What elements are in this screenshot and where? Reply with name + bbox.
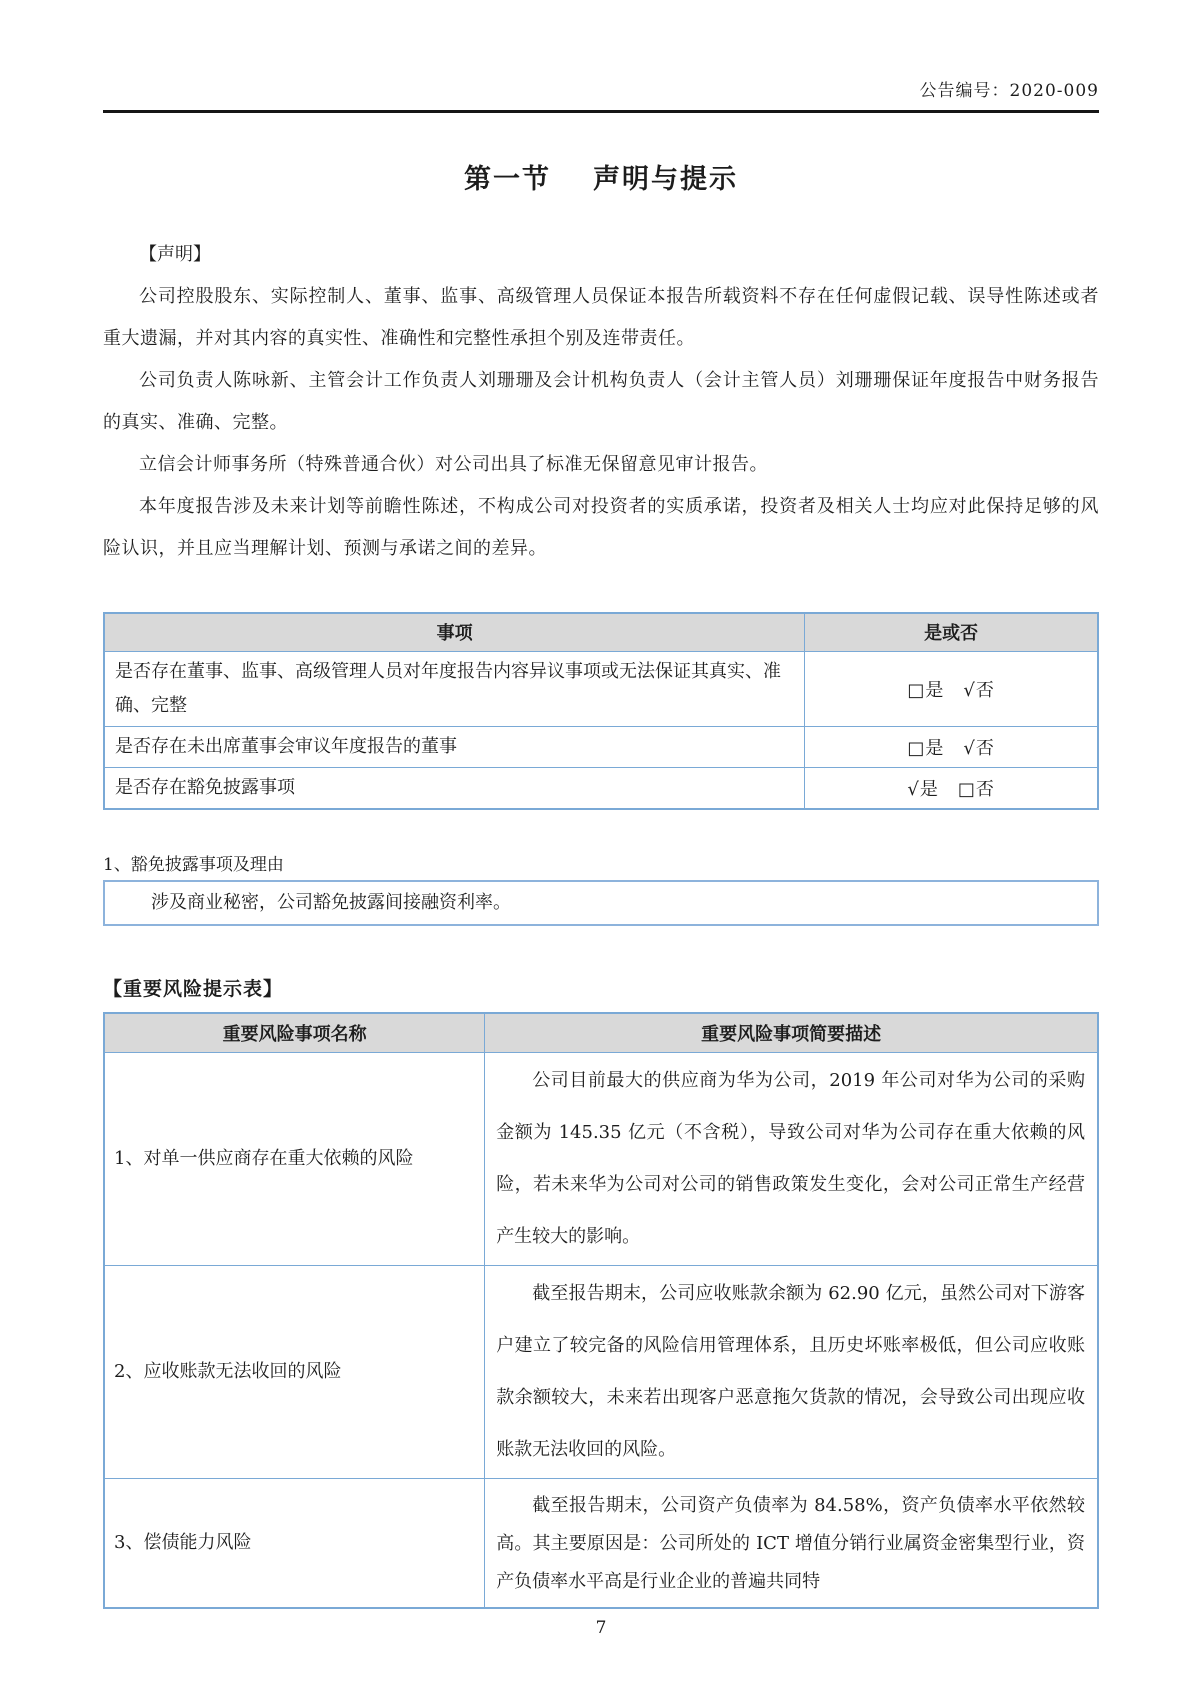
page-title <box>103 157 1099 196</box>
table-row <box>104 1479 1098 1609</box>
doc-number: 公告编号：2020-009 <box>919 81 1099 101</box>
risk-name-cell: 2、应收账款无法收回的风险 <box>104 1266 485 1479</box>
statement-paragraph: 公司负责人陈咏新、主管会计工作负责人刘珊珊及会计机构负责人（会计主管人员）刘珊珊保证年度报告中财务报告的真实、准确、完整。 <box>103 370 1099 433</box>
page-title-section: 第一节 <box>464 164 551 195</box>
risk-table-heading: 【重要风险提示表】 <box>103 977 284 1000</box>
column-header-yes-no: 是或否 <box>805 613 1098 651</box>
risk-name-cell: 3、偿债能力风险 <box>104 1479 485 1609</box>
answer-cell: □是 √否 <box>805 651 1098 726</box>
statement-paragraph: 本年度报告涉及未来计划等前瞻性陈述，不构成公司对投资者的实质承诺，投资者及相关人士均应对此保持足够的风险认识，并且应当理解计划、预测与承诺之间的差异。 <box>103 496 1099 559</box>
item-cell: 是否存在董事、监事、高级管理人员对年度报告内容异议事项或无法保证其真实、准确、完整 <box>104 651 805 726</box>
risk-description-cell: 截至报告期末，公司资产负债率为 84.58%，资产负债率水平依然较高。其主要原因是：公司所处的 ICT 增值分销行业属资金密集型行业，资产负债率水平高是行业企业的普遍共同特 <box>485 1479 1098 1609</box>
risk-table <box>103 1012 1099 1610</box>
yes-no-table <box>103 612 1099 810</box>
answer-cell: √是 □否 <box>805 767 1098 809</box>
page-title-text: 声明与提示 <box>593 164 738 195</box>
table-row <box>104 1266 1098 1479</box>
item-cell: 是否存在豁免披露事项 <box>104 767 805 809</box>
statement-paragraph: 立信会计师事务所（特殊普通合伙）对公司出具了标准无保留意见审计报告。 <box>139 454 768 475</box>
statement-paragraph: 公司控股股东、实际控制人、董事、监事、高级管理人员保证本报告所载资料不存在任何虚假记载、误导性陈述或者重大遗漏，并对其内容的真实性、准确性和完整性承担个别及连带责任。 <box>103 286 1099 349</box>
column-header-risk-description: 重要风险事项简要描述 <box>485 1013 1098 1053</box>
exemption-label: 1、豁免披露事项及理由 <box>103 854 284 875</box>
risk-description-cell: 公司目前最大的供应商为华为公司，2019 年公司对华为公司的采购金额为 145.35 亿元（不含税），导致公司对华为公司存在重大依赖的风险，若未来华为公司对公司的销售政策发生变化，会对公司正常生产经营产生较大的影响。 <box>485 1053 1098 1266</box>
risk-table-header-row <box>104 1013 1098 1053</box>
page-number: 7 <box>595 1618 607 1638</box>
table-row <box>104 726 1098 767</box>
table-row <box>104 651 1098 726</box>
exemption-content-box: 涉及商业秘密，公司豁免披露间接融资利率。 <box>103 880 1099 926</box>
answer-cell: □是 √否 <box>805 726 1098 767</box>
statement-heading: 【声明】 <box>139 244 211 265</box>
risk-name-cell: 1、对单一供应商存在重大依赖的风险 <box>104 1053 485 1266</box>
yes-no-table-header-row <box>104 613 1098 651</box>
column-header-risk-name: 重要风险事项名称 <box>104 1013 485 1053</box>
statement-body <box>103 276 1099 570</box>
risk-description-cell: 截至报告期末，公司应收账款余额为 62.90 亿元，虽然公司对下游客户建立了较完备的风险信用管理体系，且历史坏账率极低，但公司应收账款余额较大，未来若出现客户恶意拖欠货款的情况，会导致公司出现应收账款无法收回的风险。 <box>485 1266 1098 1479</box>
header-rule <box>103 110 1099 113</box>
table-row <box>104 767 1098 809</box>
column-header-item: 事项 <box>104 613 805 651</box>
item-cell: 是否存在未出席董事会审议年度报告的董事 <box>104 726 805 767</box>
table-row <box>104 1053 1098 1266</box>
